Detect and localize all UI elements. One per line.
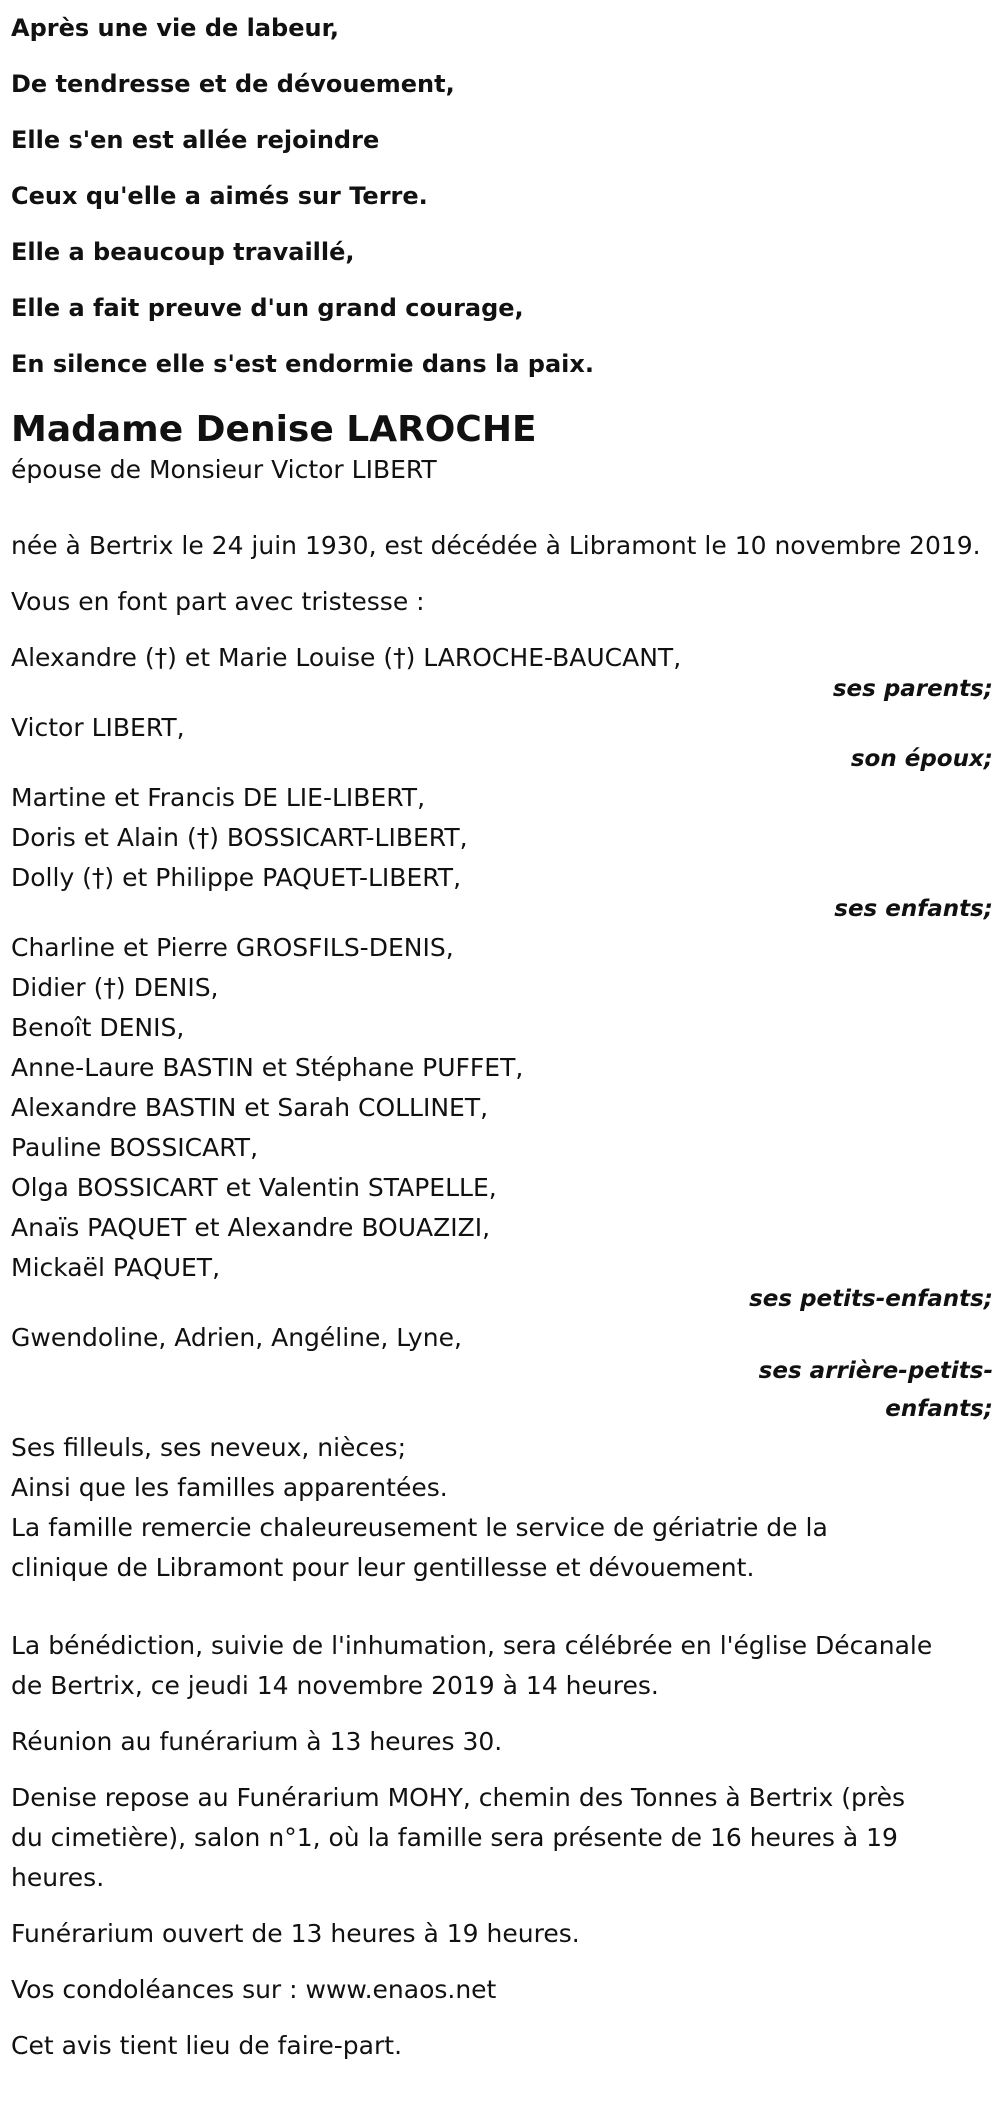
poem-line: Après une vie de labeur, (11, 14, 340, 42)
family-name-line: Dolly (†) et Philippe PAQUET-LIBERT, (11, 863, 462, 892)
faire-part-notice: Cet avis tient lieu de faire-part. (11, 2031, 403, 2060)
rest-line: du cimetière), salon n°1, où la famille sera présente de 16 heures à 19 (11, 1823, 898, 1852)
family-name-line: Didier (†) DENIS, (11, 973, 219, 1002)
family-name-line: Anaïs PAQUET et Alexandre BOUAZIZI, (11, 1213, 491, 1242)
relation-label: ses enfants; (834, 896, 993, 922)
relation-label: ses petits-enfants; (749, 1286, 993, 1312)
benediction-line: La bénédiction, suivie de l'inhumation, sera célébrée en l'église Décanale (11, 1631, 933, 1660)
family-name-line: Alexandre (†) et Marie Louise (†) LAROCHE-BAUCANT, (11, 643, 682, 672)
family-parents (11, 638, 993, 708)
relation-label-line: enfants; (885, 1396, 993, 1422)
obituary-notice (11, 0, 993, 2066)
condolences-text: Vos condoléances sur : www.enaos.net (11, 1975, 497, 2004)
spouse-line: épouse de Monsieur Victor LIBERT (11, 455, 437, 484)
poem-line: Elle a beaucoup travaillé, (11, 238, 355, 266)
deceased-name: Madame Denise LAROCHE (11, 409, 537, 450)
relation-label: son époux; (850, 746, 993, 772)
family-name-line: Victor LIBERT, (11, 713, 185, 742)
ceremony-section (11, 1626, 993, 2066)
family-name-line: Pauline BOSSICART, (11, 1133, 259, 1162)
family-name-line: Gwendoline, Adrien, Angéline, Lyne, (11, 1323, 462, 1352)
family-spouse (11, 708, 993, 778)
closing-line: Ainsi que les familles apparentées. (11, 1473, 448, 1502)
family-name-line: Anne-Laure BASTIN et Stéphane PUFFET, (11, 1053, 524, 1082)
poem-line: Ceux qu'elle a aimés sur Terre. (11, 182, 428, 210)
family-name-line: Olga BOSSICART et Valentin STAPELLE, (11, 1173, 497, 1202)
family-name-line: Doris et Alain (†) BOSSICART-LIBERT, (11, 823, 468, 852)
family-name-line: Charline et Pierre GROSFILS-DENIS, (11, 933, 454, 962)
family-name-line: Alexandre BASTIN et Sarah COLLINET, (11, 1093, 489, 1122)
poem-line: De tendresse et de dévouement, (11, 70, 455, 98)
relation-label (11, 1352, 993, 1428)
family-name-line: Mickaël PAQUET, (11, 1253, 221, 1282)
poem-line: Elle s'en est allée rejoindre (11, 126, 380, 154)
poem-line: En silence elle s'est endormie dans la paix. (11, 350, 594, 378)
relation-label: ses parents; (832, 676, 993, 702)
closing-section (11, 1428, 993, 1588)
benediction-line: de Bertrix, ce jeudi 14 novembre 2019 à 14 heures. (11, 1671, 659, 1700)
family-children (11, 778, 993, 928)
funerarium-hours: Funérarium ouvert de 13 heures à 19 heures. (11, 1919, 580, 1948)
announcement: Vous en font part avec tristesse : (11, 587, 425, 616)
reunion-text: Réunion au funérarium à 13 heures 30. (11, 1727, 503, 1756)
birth-death-text: née à Bertrix le 24 juin 1930, est décédée à Libramont le 10 novembre 2019. (11, 531, 981, 560)
thanks-line: La famille remercie chaleureusement le service de gériatrie de la (11, 1513, 828, 1542)
family-name-line: Martine et Francis DE LIE-LIBERT, (11, 783, 426, 812)
family-great-grandchildren (11, 1318, 993, 1428)
family-grandchildren (11, 928, 993, 1318)
rest-line: Denise repose au Funérarium MOHY, chemin des Tonnes à Bertrix (près (11, 1783, 906, 1812)
poem (11, 0, 993, 392)
thanks-line: clinique de Libramont pour leur gentillesse et dévouement. (11, 1553, 755, 1582)
family-name-line: Benoît DENIS, (11, 1013, 185, 1042)
poem-line: Elle a fait preuve d'un grand courage, (11, 294, 524, 322)
closing-line: Ses filleuls, ses neveux, nièces; (11, 1433, 407, 1462)
rest-line: heures. (11, 1863, 105, 1892)
relation-label-line: ses arrière-petits- (758, 1358, 993, 1384)
